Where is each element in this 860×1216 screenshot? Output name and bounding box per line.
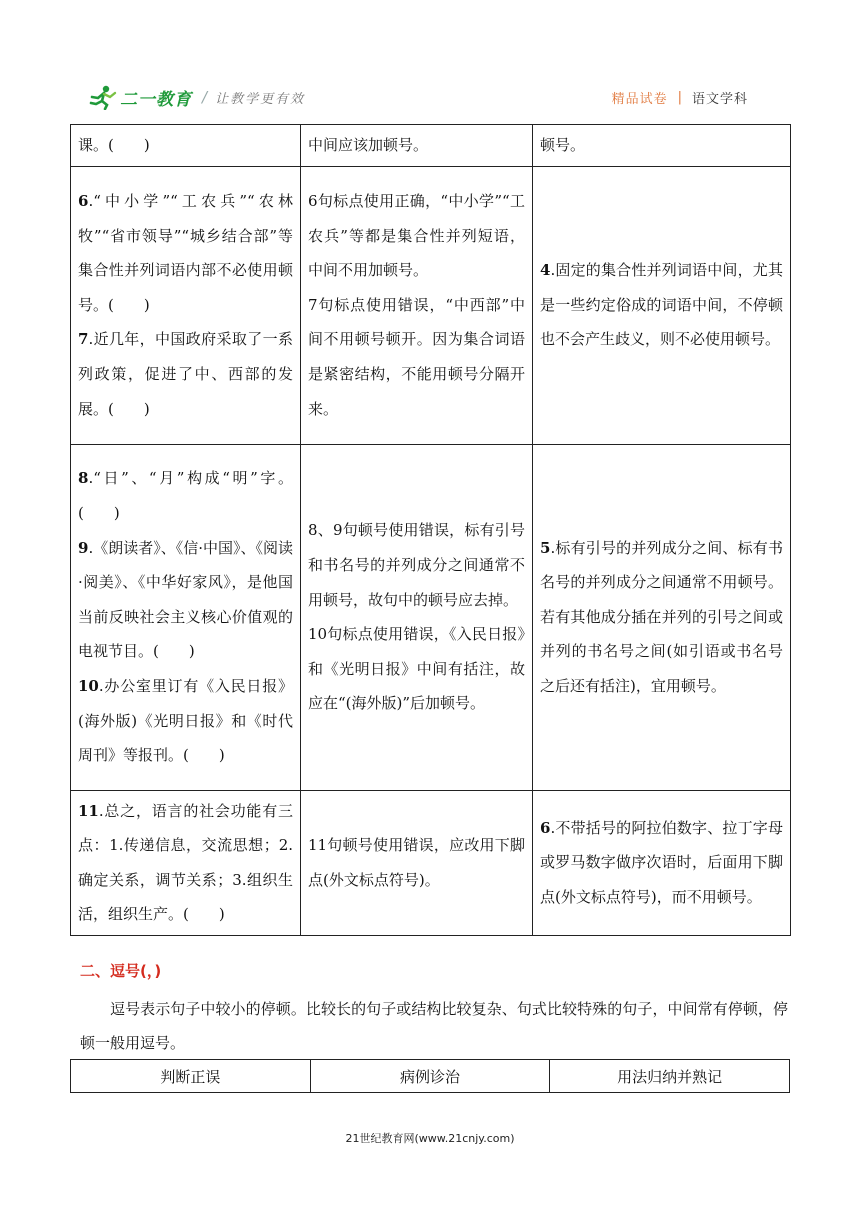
- cell-diagnosis: [301, 790, 533, 935]
- cell-rule: [533, 444, 791, 790]
- cell-judgement: [71, 166, 301, 444]
- label-subject: 语文学科: [691, 92, 748, 107]
- cell-diagnosis: [301, 125, 533, 167]
- cell-text: 6.不带括号的阿拉伯数字、拉丁字母或罗马数字做序次语时，后面用下脚点(外文标点符号)，而不用顿号。: [540, 818, 783, 907]
- page-header: [88, 84, 748, 114]
- brand-slogan: 让教学更有效: [215, 91, 306, 107]
- table-row: [71, 125, 791, 167]
- section-paragraph: 逗号表示句子中较小的停顿。比较长的句子或结构比较复杂、句式比较特殊的句子，中间常有停顿，停顿一般用逗号。: [80, 1000, 788, 1052]
- subject-label: [612, 88, 748, 107]
- table-row: [71, 790, 791, 935]
- table-header-row: [71, 1060, 790, 1093]
- cell-rule: [533, 790, 791, 935]
- cell-text: 11句顿号使用错误，应改用下脚点(外文标点符号)。: [308, 836, 525, 889]
- cell-text: 6.“中小学”“工农兵”“农林牧”“省市领导”“城乡结合部”等集合性并列词语内部不必使用顿号。( ): [78, 192, 293, 314]
- table-row: [71, 444, 791, 790]
- header-rule: 用法归纳并熟记: [550, 1060, 790, 1093]
- cell-text: 6句标点使用正确，“中小学”“工农兵”等都是集合性并列短语，中间不用加顿号。: [308, 192, 525, 280]
- cell-text: 9.《朗读者》、《信·中国》、《阅读·阅美》、《中华好家风》，是他国当前反映社会主义核心价值观的电视节目。( ): [78, 538, 293, 661]
- brand-name: 二一教育: [120, 89, 192, 110]
- cell-text: 课。( ): [78, 136, 150, 154]
- cell-judgement: [71, 125, 301, 167]
- table-row: [71, 166, 791, 444]
- cell-diagnosis: [301, 444, 533, 790]
- header-judgement: 判断正误: [71, 1060, 311, 1093]
- section-title: 二、逗号(，): [80, 962, 162, 980]
- brand-separator: /: [202, 88, 208, 106]
- runner-icon: [88, 84, 118, 110]
- header-diagnosis: 病例诊治: [310, 1060, 550, 1093]
- label-divider: |: [677, 90, 682, 105]
- punctuation-table: [70, 124, 791, 936]
- cell-text: 顿号。: [540, 136, 586, 154]
- cell-rule: [533, 166, 791, 444]
- cell-text: 11.总之，语言的社会功能有三点：1.传递信息，交流思想；2.确定关系，调节关系；3.组织生活，组织生产。( ): [78, 801, 293, 924]
- cell-text: 5.标有引号的并列成分之间、标有书名号的并列成分之间通常不用顿号。若有其他成分插在并列的引号之间或并列的书名号之间(如引语或书名号之后还有括注)，宜用顿号。: [540, 538, 783, 695]
- brand-logo: [88, 84, 305, 110]
- label-premium: 精品试卷: [611, 92, 668, 107]
- cell-judgement: [71, 444, 301, 790]
- cell-text: 中间应该加顿号。: [308, 136, 429, 154]
- cell-rule: [533, 125, 791, 167]
- cell-text: 7.近几年，中国政府采取了一系列政策，促进了中、西部的发展。( ): [78, 330, 293, 418]
- cell-text: 4.固定的集合性并列词语中间，尤其是一些约定俗成的词语中间，不停顿也不会产生歧义，则不必使用顿号。: [540, 261, 783, 349]
- comma-table-header: [70, 1059, 790, 1093]
- cell-text: 7句标点使用错误，“中西部”中间不用顿号顿开。因为集合词语是紧密结构，不能用顿号分隔开来。: [308, 295, 525, 418]
- cell-text: 10句标点使用错误，《入民日报》和《光明日报》中间有括注，故应在“(海外版)”后加顿号。: [308, 625, 525, 713]
- cell-text: 10.办公室里订有《入民日报》(海外版)《光明日报》和《时代周刊》等报刊。( ): [78, 676, 293, 765]
- cell-text: 8.“日”、“月”构成“明”字。( ): [78, 469, 293, 523]
- cell-text: 8、9句顿号使用错误，标有引号和书名号的并列成分之间通常不用顿号，故句中的顿号应去掉。: [308, 521, 525, 609]
- cell-judgement: [71, 790, 301, 935]
- page-footer: 21世纪教育网(www.21cnjy.com): [345, 1132, 515, 1145]
- cell-diagnosis: [301, 166, 533, 444]
